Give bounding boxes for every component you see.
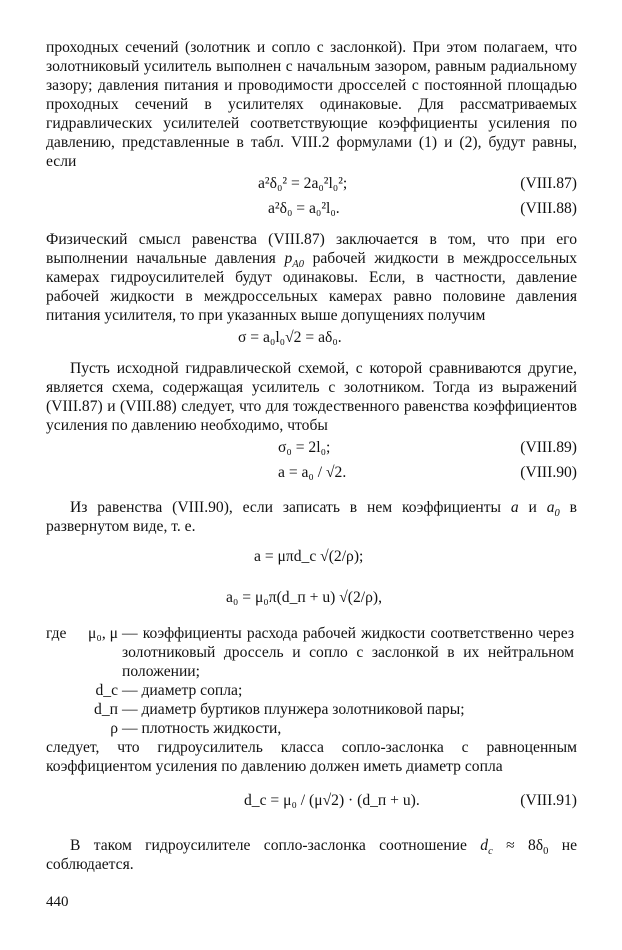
document-page [46, 38, 577, 874]
definition-dc-symbol: d_c [95, 682, 118, 699]
equation-viii-91-number: (VIII.91) [520, 792, 577, 809]
equation-viii-91 [46, 779, 577, 823]
symbol-a: a [510, 499, 519, 516]
definition-dp [46, 700, 577, 719]
definitions-lead: где [46, 625, 67, 642]
equation-sigma [46, 328, 577, 350]
paragraph-2-text: Физический смысл равенства (VIII.87) заключается в том, что при его выполнении начальные давления [46, 231, 577, 267]
paragraph-4-text-b: и [528, 499, 537, 516]
definition-mu-symbol: μ₀, μ [88, 625, 118, 642]
relation-approx: ≈ $8\delta_0$ [492, 837, 549, 858]
equation-sigma-formula: σ = a₀l₀√2 = aδ₀. [238, 329, 342, 346]
equation-viii-90-number: (VIII.90) [520, 464, 577, 481]
paragraph-4-text-c: в развернутом виде, т. е. [46, 499, 577, 535]
definition-rho-symbol: ρ [110, 720, 118, 737]
definition-mu-text: — коэффициенты расхода рабочей жидкости соответственно через золотниковый дроссель и сопло с заслонкой в их нейтральном положении; [122, 625, 574, 680]
equation-viii-89 [46, 438, 577, 460]
definition-dp-symbol: d_п [94, 701, 118, 718]
paragraph-6-text-a: В таком гидроусилителе сопло-заслонка соотношение [70, 837, 467, 854]
paragraph-6 [46, 836, 577, 874]
paragraph-3: Пусть исходной гидравлической схемой, с которой сравниваются другие, является схема, содержащая усилитель с золотником. Тогда из выражений (VIII.87) и (VIII.88) следует, что для тождественного равенства коэффициентов усиления по давлению необходимо, чтобы [46, 360, 577, 434]
equation-viii-87-formula: a²δ₀² = 2a₀²l₀²; [258, 175, 348, 192]
equation-viii-90-formula: a = a₀ / √2. [278, 464, 347, 481]
paragraph-6-text-b: не соблюдается. [46, 837, 578, 873]
equation-viii-91-formula: d_c = μ₀ / (μ√2) · (d_п + u). [244, 792, 420, 809]
paragraph-4-text-a: Из равенства (VIII.90), если записать в нем коэффициенты [70, 499, 502, 516]
equation-viii-89-number: (VIII.89) [520, 439, 577, 456]
equation-a-expanded [46, 539, 577, 577]
paragraph-2 [46, 230, 577, 325]
definition-dp-text: — диаметр буртиков плунжера золотниковой пары; [122, 701, 465, 718]
equation-viii-87-number: (VIII.87) [520, 175, 577, 192]
definition-dc [46, 681, 577, 700]
definition-dc-text: — диаметр сопла; [122, 682, 243, 699]
paragraph-5: следует, что гидроусилитель класса сопло-заслонка с равноценным коэффициентом усиления по давлению должен иметь диаметр сопла [46, 739, 577, 775]
equation-viii-88 [46, 199, 577, 221]
definition-rho-text: — плотность жидкости, [122, 720, 282, 737]
equation-viii-90 [46, 463, 577, 485]
equation-viii-88-formula: a²δ₀ = a₀²l₀. [268, 200, 340, 217]
symbol-a0: $a_0$ [546, 499, 560, 520]
symbol-p-a0: $p_{A0}$ [284, 250, 304, 271]
paragraph-1: проходных сечений (золотник и сопло с заслонкой). При этом полагаем, что золотниковый усилитель выполнен с начальным зазором, равным радиальному зазору; давления питания и проводимости дросселей с постоянной площадью проходных сечений в усилителях одинаковые. Для рассматриваемых гидравлических усилителей соответствующие коэффициенты усиления по давлению, представленные в табл. VIII.2 формулами (1) и (2), будут равны, если [46, 39, 577, 170]
equation-a0-formula: a₀ = μ₀π(d_п + u) √(2/ρ), [226, 589, 382, 606]
equation-viii-87 [46, 174, 577, 196]
symbol-dc-relation: $d_c$ [480, 837, 493, 858]
definition-mu [46, 624, 577, 681]
paragraph-2-text-b: рабочей жидкости в междроссельных камерах гидроусилителей будут одинаковы. Если, в частности, давление рабочей жидкости в междроссельных камерах равно половине давления питания усилителя, то при указанных выше допущениях получим [46, 250, 577, 324]
paragraph-4 [46, 498, 577, 536]
definition-rho [46, 719, 577, 738]
equation-viii-88-number: (VIII.88) [520, 200, 577, 217]
equation-a0-expanded [46, 580, 577, 618]
page-number: 440 [46, 894, 69, 910]
equation-viii-89-formula: σ₀ = 2l₀; [278, 439, 331, 456]
definitions-list [46, 624, 577, 738]
equation-a-formula: a = μπd_c √(2/ρ); [254, 548, 364, 565]
